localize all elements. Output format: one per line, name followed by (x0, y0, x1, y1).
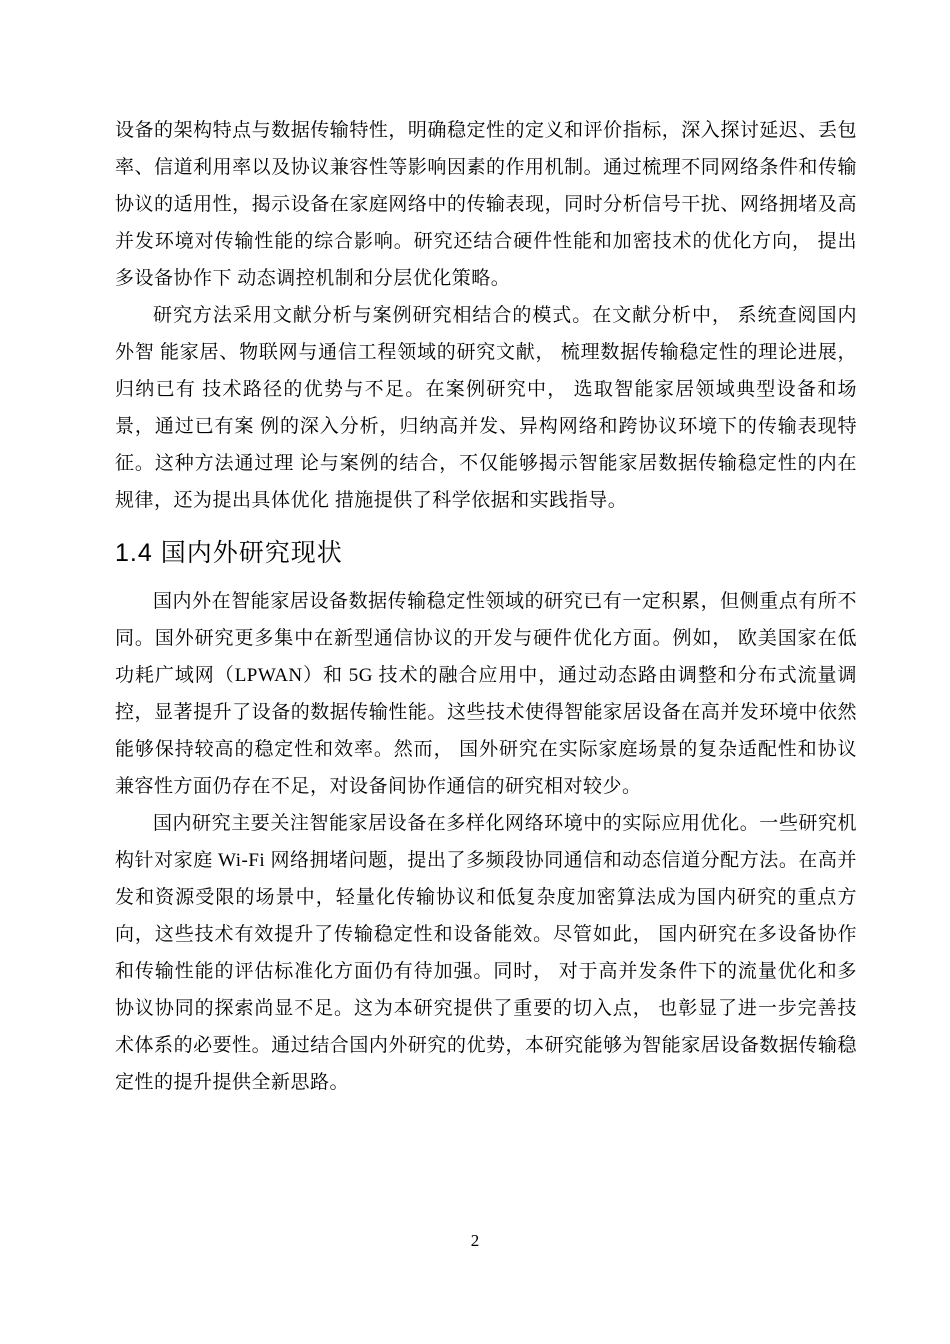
paragraph-research-method: 研究方法采用文献分析与案例研究相结合的模式。在文献分析中， 系统查阅国内外智 能家居、物联网与通信工程领域的研究文献， 梳理数据传输稳定性的理论进展，归纳已有 技术路径的优势与不足。在案例研究中， 选取智能家居领域典型设备和场景，通过已有案 例的深入分析，归纳高并发、异构网络和跨协议环境下的传输表现特征。这种方法通过理 论与案例的结合，不仅能够揭示智能家居数据传输稳定性的内在规律，还为提出具体优化 措施提供了科学依据和实践指导。 (115, 305, 857, 511)
page-body (115, 112, 857, 1101)
paragraph-continuation: 设备的架构特点与数据传输特性，明确稳定性的定义和评价指标，深入探讨延迟、丢包率、信道利用率以及协议兼容性等影响因素的作用机制。通过梳理不同网络条件和传输协议的适用性，揭示设备在家庭网络中的传输表现，同时分析信号干扰、网络拥堵及高并发环境对传输性能的综合影响。研究还结合硬件性能和加密技术的优化方向， 提出多设备协作下 动态调控机制和分层优化策略。 (115, 120, 857, 289)
paragraph-domestic-research: 国内研究主要关注智能家居设备在多样化网络环境中的实际应用优化。一些研究机构针对家庭 Wi-Fi 网络拥堵问题，提出了多频段协同通信和动态信道分配方法。在高并发和资源受限的场景中，轻量化传输协议和低复杂度加密算法成为国内研究的重点方向，这些技术有效提升了传输稳定性和设备能效。尽管如此， 国内研究在多设备协作和传输性能的评估标准化方面仍有待加强。同时， 对于高并发条件下的流量优化和多协议协同的探索尚显不足。这为本研究提供了重要的切入点， 也彰显了进一步完善技术体系的必要性。通过结合国内外研究的优势，本研究能够为智能家居设备数据传输稳定性的提升提供全新思路。 (115, 813, 857, 1093)
paragraph-foreign-research: 国内外在智能家居设备数据传输稳定性领域的研究已有一定积累，但侧重点有所不同。国外研究更多集中在新型通信协议的开发与硬件优化方面。例如， 欧美国家在低功耗广域网（LPWAN）和 5G 技术的融合应用中，通过动态路由调整和分布式流量调控，显著提升了设备的数据传输性能。这些技术使得智能家居设备在高并发环境中依然能够保持较高的稳定性和效率。然而， 国外研究在实际家庭场景的复杂适配性和协议兼容性方面仍存在不足，对设备间协作通信的研究相对较少。 (115, 591, 857, 797)
page-number: 2 (470, 1231, 480, 1250)
section-heading-1-4: 1.4 国内外研究现状 (115, 539, 343, 567)
